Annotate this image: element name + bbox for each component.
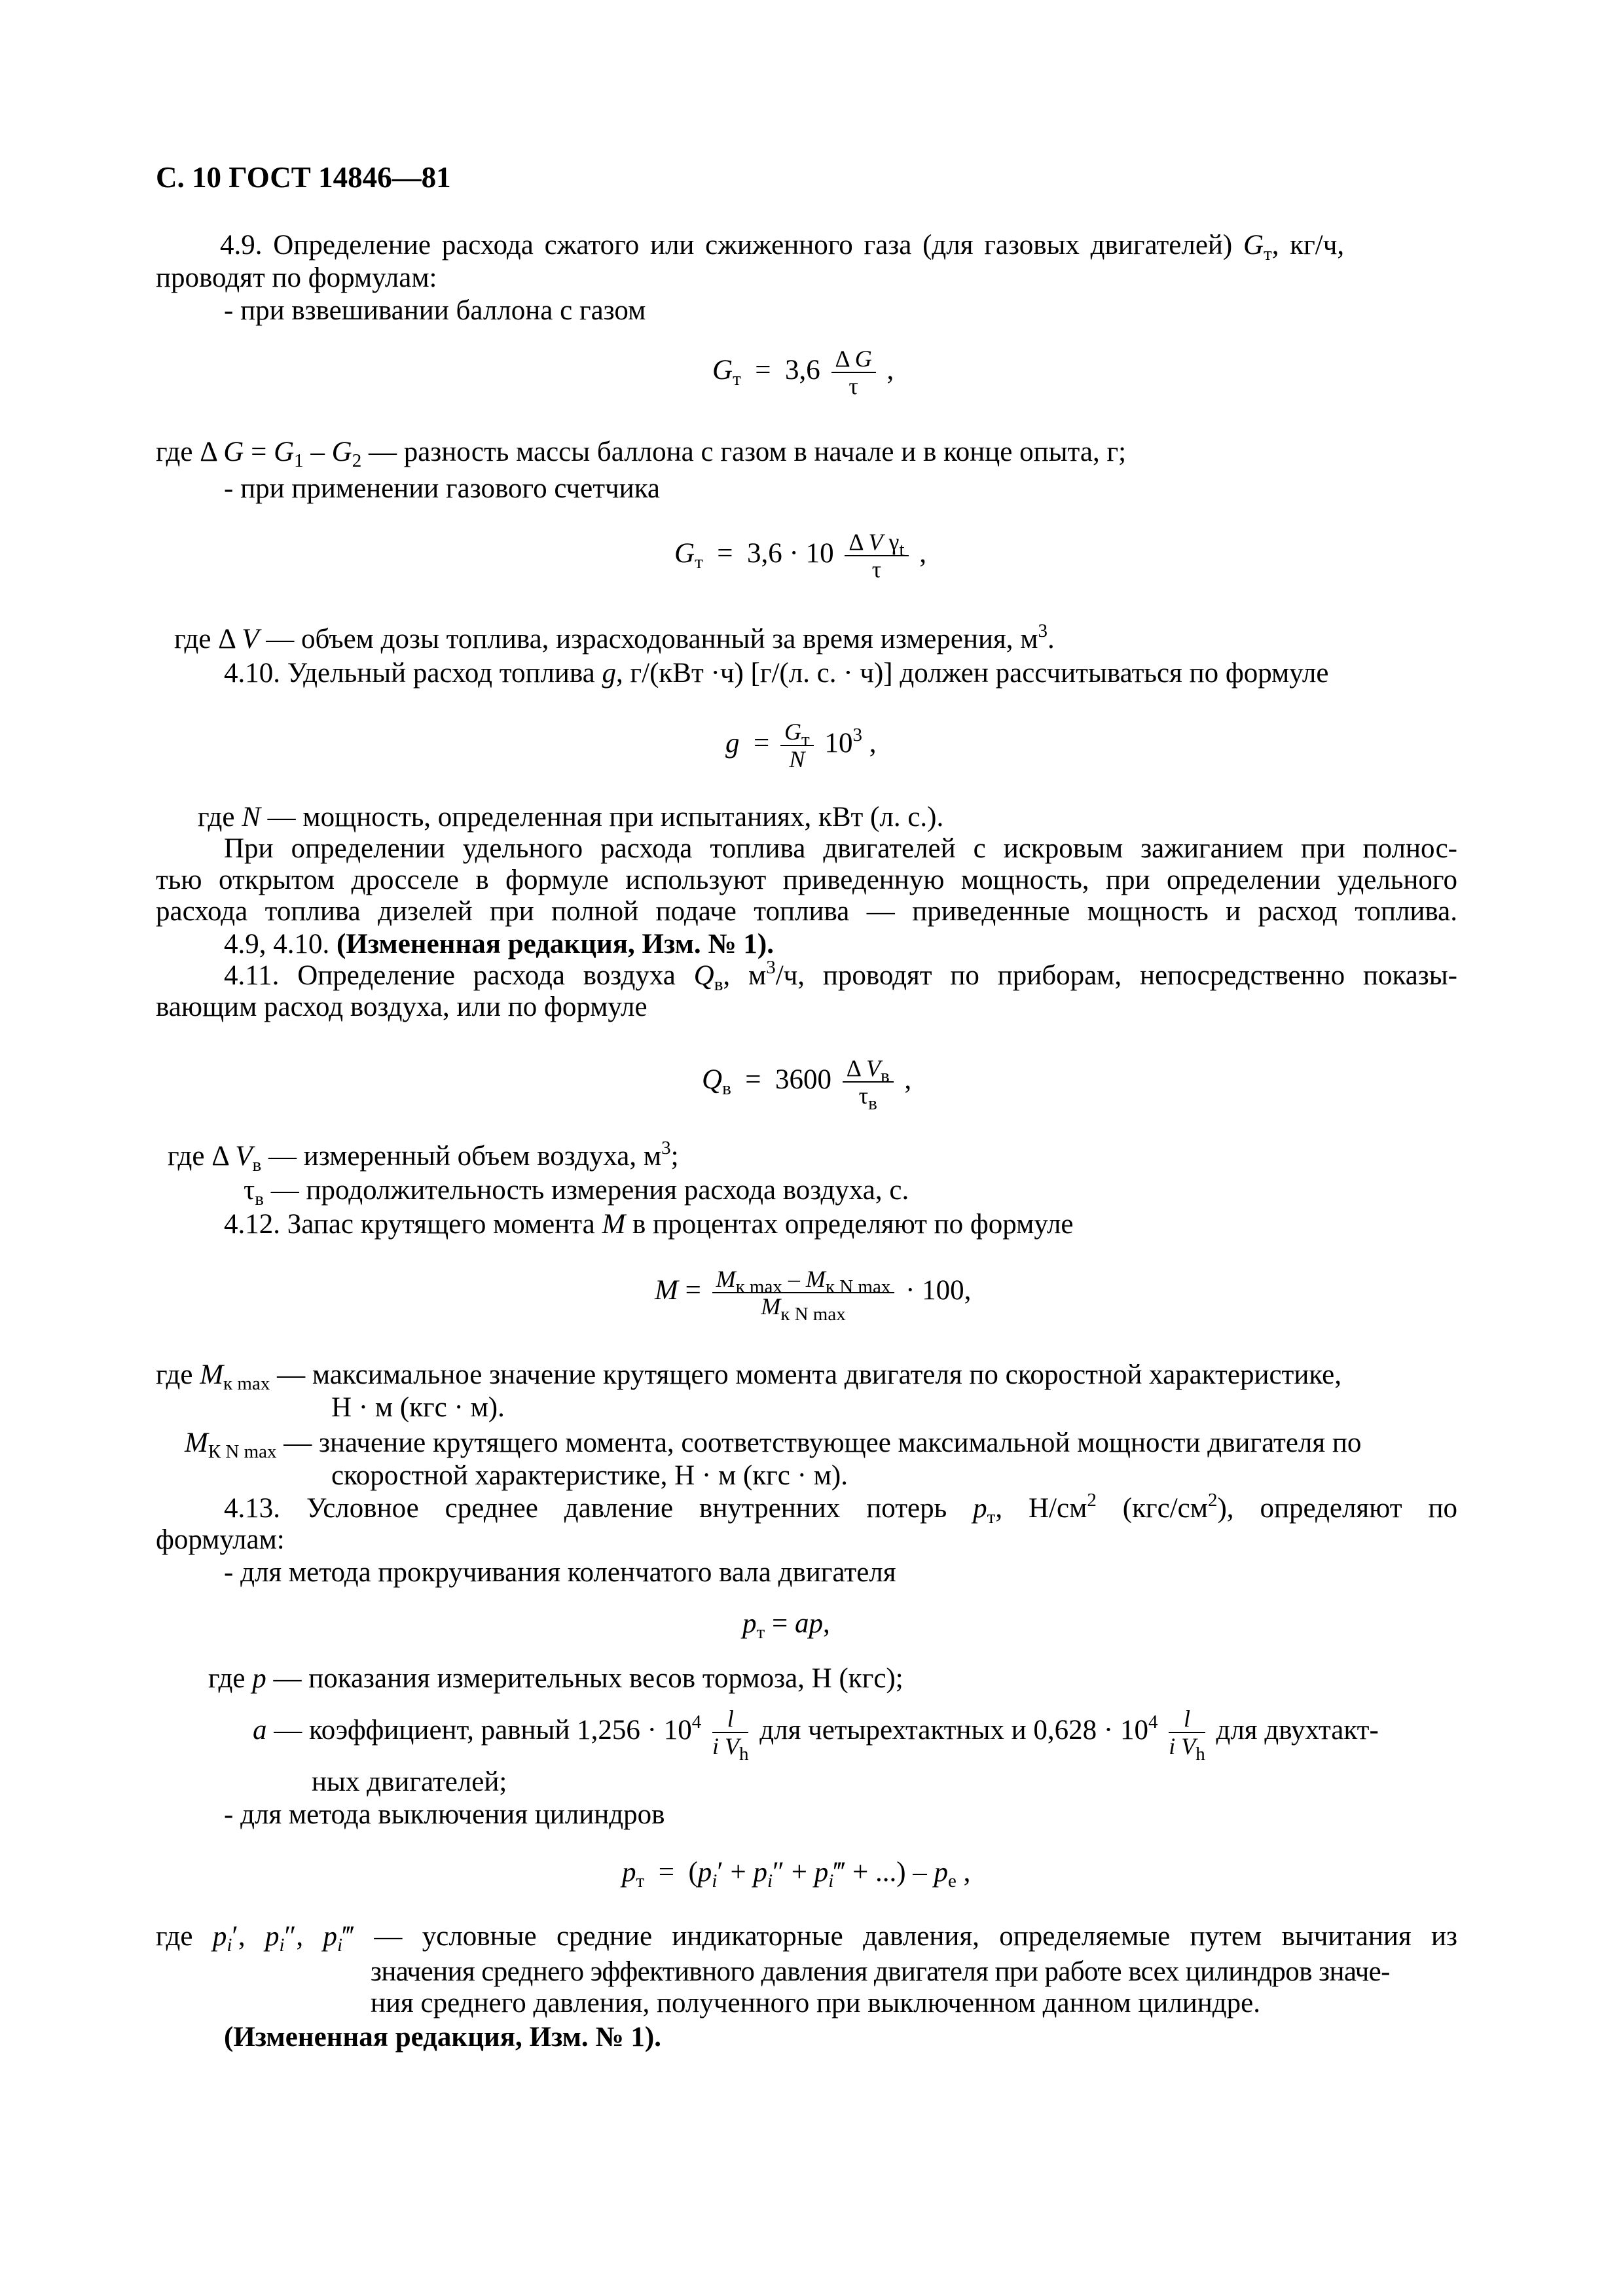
- p49-line1: 4.9. Определение расхода сжатого или сжиженного газа (для газовых двигателей) $G_т$, кг/ч,: [220, 230, 1345, 264]
- p413-line4: - для метода выключения цилиндров: [224, 1799, 665, 1830]
- p410-line2: При определении удельного расхода топлива двигателей с искровым зажиганием при полнос-: [224, 833, 1457, 864]
- p410-line1: 4.10. Удельный расход топлива g, г/(кВт ·ч) [г/(л. с. · ч)] должен рассчитываться по формуле: [224, 658, 1329, 689]
- p49-line3: - при взвешивании баллона с газом: [224, 295, 646, 326]
- p413-where2: a — коэффициент, равный $1,256 \cdot 10^4$ $\frac{l}{i V_h}$ для четырехтактных и $0,628 \cdot 10^4$ $\frac{l}{i V_h}$ для двухтакт-: [253, 1706, 1379, 1765]
- formula-gt-counter: $G_т = 3,6 \cdot 10$ $\frac{\Delta V \gamma_t}{\tau}$ ,: [674, 529, 926, 583]
- formula-m: M = $\frac{M_{к max} - M_{к N max}}{M_{к N max}}$ · 100,: [655, 1266, 972, 1325]
- p413-where2b: ных двигателей;: [312, 1767, 507, 1797]
- p410-where: где N — мощность, определенная при испытаниях, кВт (л. с.).: [198, 802, 944, 833]
- p412-where1b: Н · м (кгс · м).: [331, 1392, 505, 1423]
- p412-line1: 4.12. Запас крутящего момента M в процентах определяют по формуле: [224, 1209, 1074, 1240]
- p410-line3: тью открытом дросселе в формуле используют приведенную мощность, при определении удельного: [156, 865, 1457, 895]
- p413-line1: 4.13. Условное среднее давление внутренних потерь $p_т$, $Н/см^2$ $(кгс/см^2)$, определяют по: [224, 1490, 1457, 1528]
- p412-where2b: скоростной характеристике, Н · м (кгс · м).: [331, 1460, 848, 1491]
- p412-where1: где $M_{к max}$ — максимальное значение крутящего момента двигателя по скоростной характеристике,: [156, 1359, 1341, 1394]
- p410-line4: расхода топлива дизелей при полной подаче топлива — приведенные мощность и расход топлива.: [156, 896, 1457, 927]
- formula-gt-weighing: $G_т = 3,6$ $\frac{\text{Δ G}}{\tau}$ ,: [712, 346, 894, 399]
- p411-where2: $\tau_в$ — продолжительность измерения расхода воздуха, с.: [244, 1175, 909, 1210]
- page-header: С. 10 ГОСТ 14846—81: [156, 161, 451, 194]
- p413-where3c: ния среднего давления, полученного при выключенном данном цилиндре.: [371, 1988, 1260, 2018]
- p412-where2: $M_{К N max}$ — значение крутящего момента, соответствующее максимальной мощности двигателя по: [185, 1427, 1362, 1462]
- formula-qv: $Q_в = 3600$ $\frac{\Delta V_в}{\tau_в}$ ,: [702, 1055, 912, 1114]
- p411-where1: где Δ $V_в$ — измеренный объем воздуха, $м^3$;: [168, 1138, 679, 1175]
- p411-line1: 4.11. Определение расхода воздуха $Q_в$, $м^3/ч$, проводят по приборам, непосредственно показы-: [224, 957, 1457, 995]
- p413-line2: формулам:: [156, 1524, 285, 1555]
- formula-pt-cranking: $p_т$ = ap,: [742, 1608, 830, 1643]
- p413-amendment: (Измененная редакция, Изм. № 1).: [224, 2022, 661, 2053]
- p49-line2: проводят по формулам:: [156, 262, 437, 293]
- p413-where1: где p — показания измерительных весов тормоза, Н (кгс);: [208, 1663, 903, 1694]
- p49-line4: - при применении газового счетчика: [224, 473, 661, 504]
- formula-g: g = $\frac{G_т}{N}$ $10^3$ ,: [725, 719, 877, 772]
- p49-where2: где Δ V — объем дозы топлива, израсходованный за время измерения, $м^3$.: [174, 620, 1055, 655]
- p413-where3: где $p_i'$, $p_i''$, $p_i‴$ — условные средние индикаторные давления, определяемые путем вычитания из: [156, 1921, 1457, 1956]
- p413-where3b: значения среднего эффективного давления двигателя при работе всех цилиндров значе-: [371, 1956, 1390, 1987]
- formula-pt-cutoff: $p_т = (p_i' + p_i''$ + $p_i‴$ + ...) – $p_e$ ,: [622, 1857, 971, 1892]
- p411-line2: вающим расход воздуха, или по формуле: [156, 992, 647, 1022]
- p49-where1: где Δ $G = G_1 - G_2$ — разность массы баллона с газом в начале и в конце опыта, г;: [156, 437, 1127, 471]
- p410-amendment: 4.9, 4.10. (Измененная редакция, Изм. № 1).: [224, 929, 774, 960]
- p413-line3: - для метода прокручивания коленчатого вала двигателя: [224, 1557, 896, 1588]
